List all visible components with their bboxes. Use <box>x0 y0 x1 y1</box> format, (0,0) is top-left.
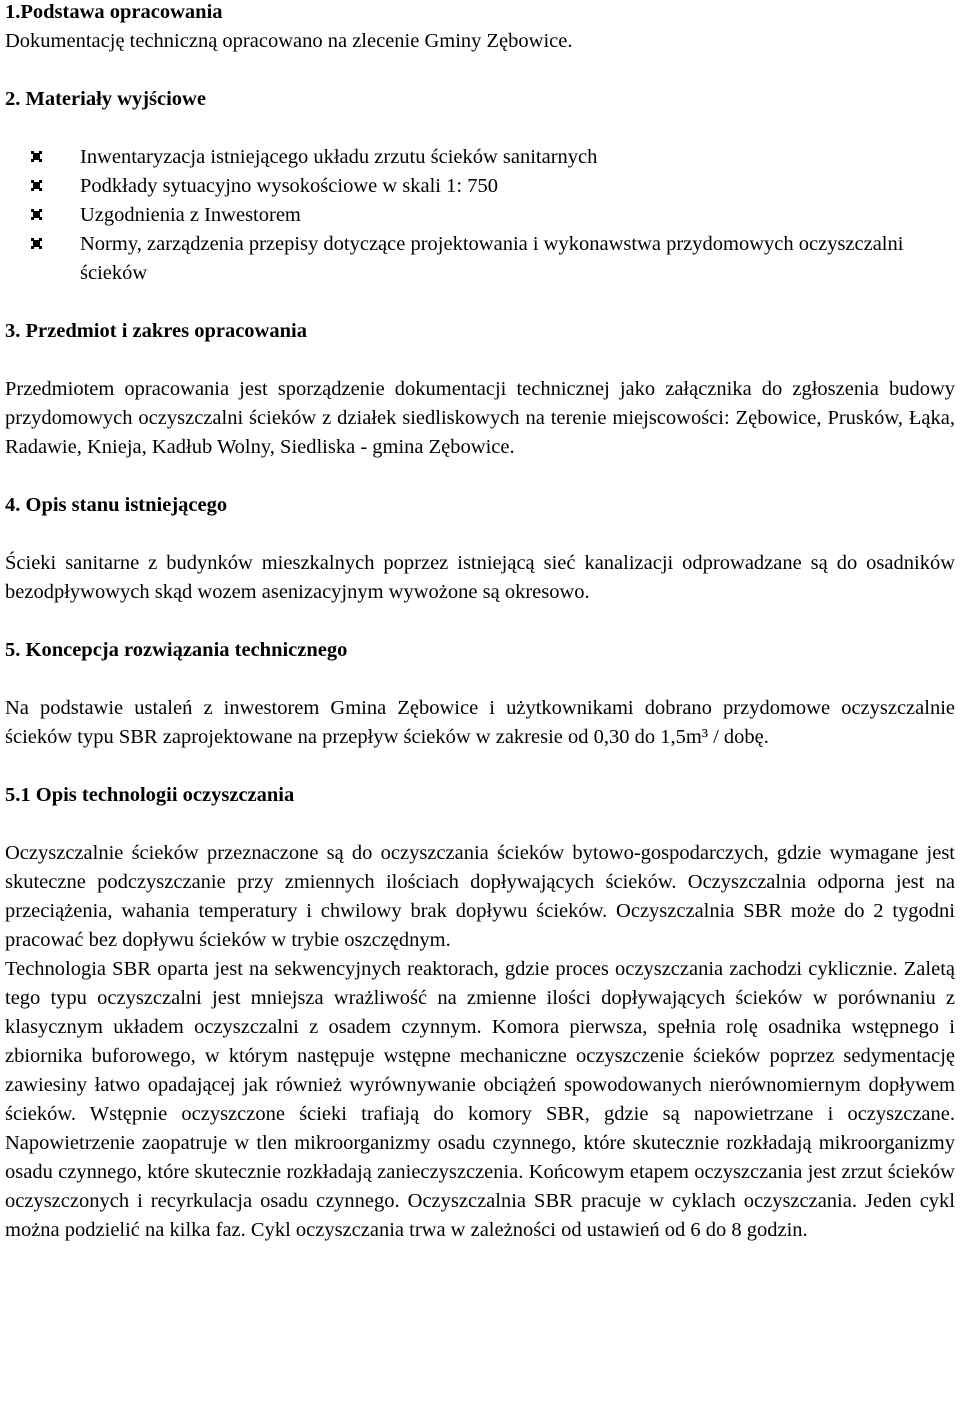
spacer <box>5 752 955 781</box>
section-1-heading: 1.Podstawa opracowania <box>5 1 223 23</box>
section-3-text: Przedmiotem opracowania jest sporządzenie dokumentacji technicznej jako załącznika do zgłoszenia budowy przydomowych oczyszczalni ścieków z działek siedliskowych na terenie miejscowości: Zębowice, Prusków, Łąka, Radawie, Knieja, Kadłub Wolny, Siedliska - gmina Zębowice. <box>5 378 955 458</box>
list-item-text: Podkłady sytuacyjno wysokościowe w skali 1: 750 <box>80 175 498 197</box>
section-5-1-paragraph-2: Technologia SBR oparta jest na sekwencyjnych reaktorach, gdzie proces oczyszczania zachodzi cyklicznie. Zaletą tego typu oczyszczalni jest mniejsza wrażliwość na zmienne ilości dopływających ścieków w porównaniu z klasycznym układem oczyszczalni z osadem czynnym. Komora pierwsza, spełnia rolę osadnika wstępnego i zbiornika buforowego, w którym następuje wstępne mechaniczne oczyszczenie ścieków poprzez sedymentację zawiesiny łatwo opadającej jak również wyrównywanie obciążeń spowodowanych nierównomiernym dopływem ścieków. Wstępnie oczyszczone ścieki trafiają do komory SBR, gdzie są napowietrzane i oczyszczane. Napowietrzenie zaopatruje w tlen mikroorganizmy osadu czynnego, które skutecznie rozkładają mikroorganizmy osadu czynnego, które skutecznie rozkładają zanieczyszczenia. Końcowym etapem oczyszczania jest zrzut ścieków oczyszczonych i recyrkulacja osadu czynnego. Oczyszczalnia SBR pracuje w cyklach oczyszczania. Jeden cykl można podzielić na kilka faz. Cykl oczyszczania trwa w zależności od ustawień od 6 do 8 godzin. <box>5 958 955 1241</box>
spacer <box>5 462 955 491</box>
list-item <box>5 143 955 172</box>
spacer <box>5 520 955 549</box>
list-item <box>5 201 955 230</box>
spacer <box>5 56 955 85</box>
list-item-text: Normy, zarządzenia przepisy dotyczące projektowania i wykonawstwa przydomowych oczyszczalni ścieków <box>80 233 904 284</box>
list-item <box>5 172 955 201</box>
spacer <box>5 810 955 839</box>
materials-list <box>5 143 955 288</box>
spacer <box>5 346 955 375</box>
section-4-text: Ścieki sanitarne z budynków mieszkalnych poprzez istniejącą sieć kanalizacji odprowadzane są do osadników bezodpływowych skąd wozem asenizacyjnym wywożone są okresowo. <box>5 552 955 603</box>
section-1-text: Dokumentację techniczną opracowano na zlecenie Gminy Zębowice. <box>5 30 573 52</box>
document-page <box>5 0 955 1245</box>
spacer <box>5 665 955 694</box>
square-bullet-icon <box>31 180 42 191</box>
square-bullet-icon <box>31 209 42 220</box>
section-5-text: Na podstawie ustaleń z inwestorem Gmina Zębowice i użytkownikami dobrano przydomowe oczyszczalnie ścieków typu SBR zaprojektowane na przepływ ścieków w zakresie od 0,30 do 1,5m³ / dobę. <box>5 697 955 748</box>
spacer <box>5 288 955 317</box>
square-bullet-icon <box>31 238 42 249</box>
section-5-1-heading: 5.1 Opis technologii oczyszczania <box>5 784 295 806</box>
section-3-heading: 3. Przedmiot i zakres opracowania <box>5 320 307 342</box>
spacer <box>5 607 955 636</box>
section-4-heading: 4. Opis stanu istniejącego <box>5 494 228 516</box>
spacer <box>5 114 955 143</box>
list-item-text: Uzgodnienia z Inwestorem <box>80 204 301 226</box>
list-item-text: Inwentaryzacja istniejącego układu zrzutu ścieków sanitarnych <box>80 146 598 168</box>
square-bullet-icon <box>31 151 42 162</box>
list-item <box>5 230 955 288</box>
section-5-heading: 5. Koncepcja rozwiązania technicznego <box>5 639 348 661</box>
section-2-heading: 2. Materiały wyjściowe <box>5 88 206 110</box>
section-5-1-paragraph-1: Oczyszczalnie ścieków przeznaczone są do oczyszczania ścieków bytowo-gospodarczych, gdzie wymagane jest skuteczne podczyszczanie przy zmiennych ilościach dopływających ścieków. Oczyszczalnia odporna jest na przeciążenia, wahania temperatury i chwilowy brak dopływu ścieków. Oczyszczalnia SBR może do 2 tygodni pracować bez dopływu ścieków w trybie oszczędnym. <box>5 842 955 951</box>
